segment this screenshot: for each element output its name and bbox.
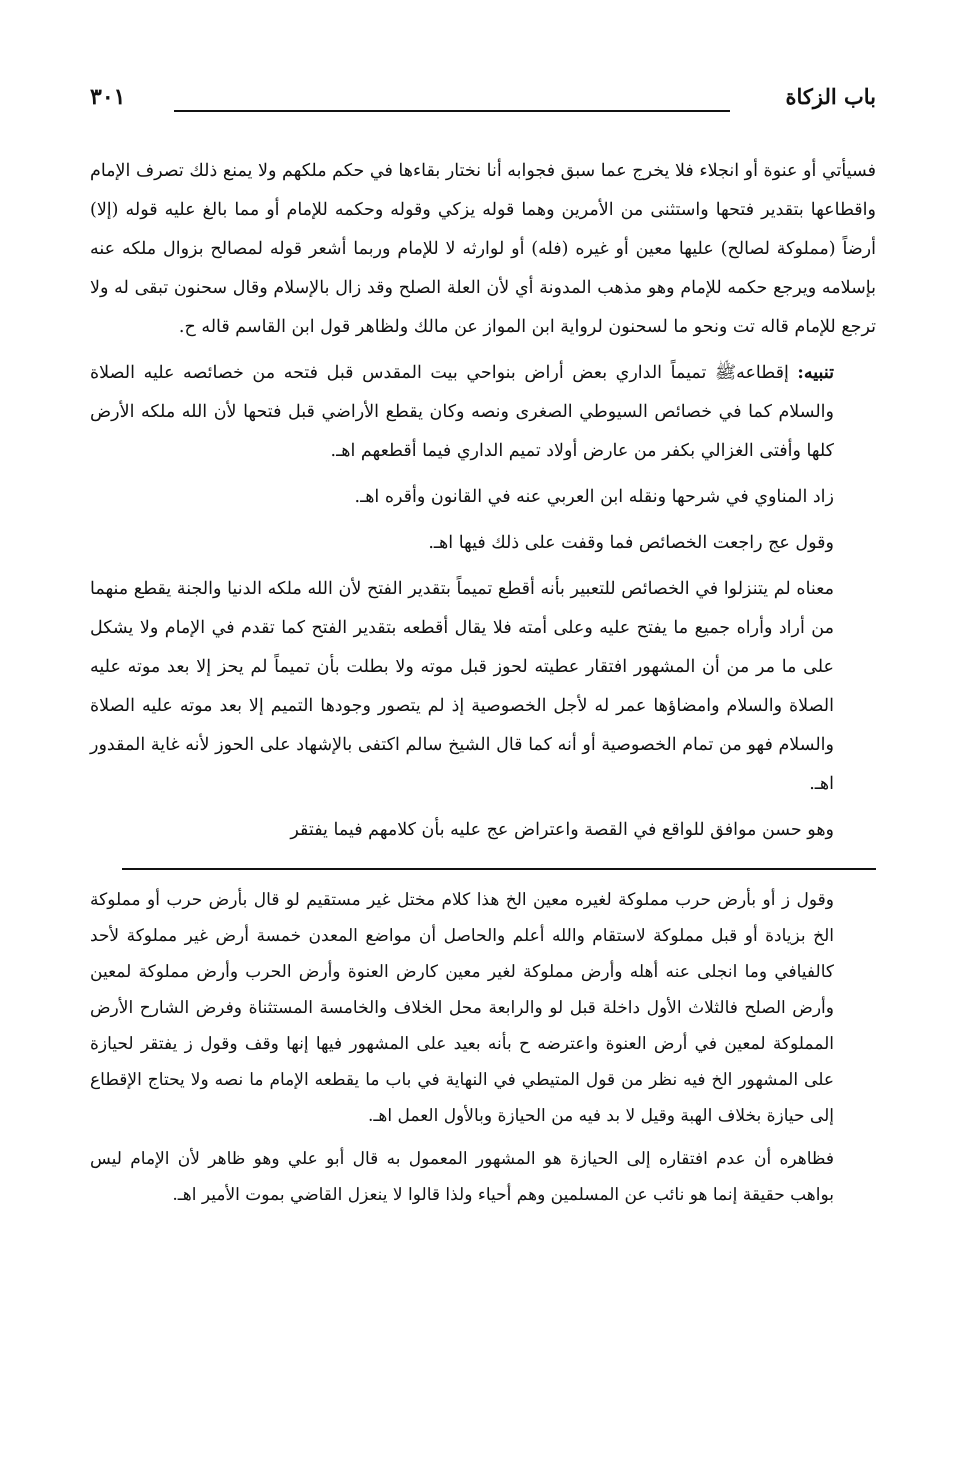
main-paragraph-4-text: وقول عج راجعت الخصائص فما وقفت على ذلك فيها اهـ. <box>428 533 834 553</box>
main-paragraph-5-text: معناه لم يتنزلوا في الخصائص للتعبير بأنه أقطع تميماً بتقدير الفتح لأن الله ملكه الدنيا والجنة يقطع منهما من أراد وأراه جميع ما يفتح عليه وعلى أمته فلا يقال أقطعه بتقدير الفتح كما تقدم في الإمام ولا يشكل على ما مر من أن المشهور افتقار عطيته لحوز قبل موته ولا بطلت بأن تميماً لم يحز إلا بعد موته عليه الصلاة والسلام وامضاؤها عمر له لأجل الخصوصية إذ لم يتصور وجودها التميم إلا بعد موته عليه الصلاة والسلام فهو من تمام الخصوصية أو أنه كما قال الشيخ سالم اكتفى بالإشهاد على الحوز لأنه غاية المقدور اهـ. <box>90 579 834 794</box>
running-header <box>90 70 876 118</box>
footnote-paragraph-1 <box>90 882 876 1134</box>
footnote-gap <box>90 1134 876 1141</box>
notice-label: تنبيه: <box>797 363 834 383</box>
main-paragraph-5 <box>90 570 876 804</box>
paragraph-gap <box>90 804 876 811</box>
paragraph-gap <box>90 347 876 354</box>
page-number: ٣٠١ <box>90 84 126 110</box>
book-page <box>90 70 876 1213</box>
main-paragraph-3 <box>90 478 876 517</box>
main-paragraph-6 <box>90 811 876 850</box>
main-paragraph-4 <box>90 524 876 563</box>
notice-text: إقطاعهﷺ تميماً الداري بعض أراض بنواحي بيت المقدس قبل فتحه من خصائصه عليه الصلاة والسلام كما في خصائص السيوطي الصغرى ونصه وكان يقطع الأراضي قبل فتحها لأن الله ملكه الأرض كلها وأفتى الغزالي بكفر من عارض أولاد تميم الداري فيما أقطعهم اهـ. <box>90 363 834 461</box>
footnote-divider <box>90 850 876 879</box>
main-paragraph-3-text: زاد المناوي في شرحها ونقله ابن العربي عنه في القانون وأقره اهـ. <box>354 487 834 507</box>
footnotes <box>90 882 876 1213</box>
footnote-paragraph-2 <box>90 1141 876 1213</box>
main-paragraph-1 <box>90 152 876 347</box>
header-rule <box>174 110 730 112</box>
chapter-title: باب الزكاة <box>785 84 876 109</box>
paragraph-gap <box>90 517 876 524</box>
paragraph-gap <box>90 563 876 570</box>
main-paragraph-6-text: وهو حسن موافق للواقع في القصة واعتراض عج عليه بأن كلامهم فيما يفتقر <box>290 820 834 840</box>
paragraph-gap <box>90 471 876 478</box>
notice-paragraph <box>90 354 876 471</box>
footnote-paragraph-2-text: فظاهره أن عدم افتقاره إلى الحيازة هو المشهور المعمول به قال أبو علي وهو ظاهر لأن الإمام ليس بواهب حقيقة إنما هو نائب عن المسلمين وهم أحياء ولذا قالوا لا ينعزل القاضي بموت الأمير اهـ. <box>90 1149 834 1205</box>
footnote-paragraph-1-text: وقول ز أو بأرض حرب مملوكة لغيره معين الخ هذا كلام مختل غير مستقيم لو قال بأرض حرب أو مملوكة الخ بزيادة أو قبل مملوكة لاستقام والله أعلم والحاصل أن مواضع المعدن خمسة أرض غير مملوكة لأحد كالفيافي وما انجلى عنه أهله وأرض مملوكة لغير معين كارض العنوة وأرض الحرب وأرض مملوكة لمعين وأرض الصلح فالثلاث الأول داخلة قبل لو والرابعة محل الخلاف والخامسة المستثناة وفرض الشارح الأرض المملوكة لمعين في أرض العنوة واعترضه ح بأنه بعيد على المشهور فيها إنها وقف وقول ز يفتقر لحيازة على المشهور الخ فيه نظر من قول المتيطي في النهاية في باب ما يقطعه الإمام ما نصه ولا يحتاج الإقطاع إلى حيازة بخلاف الهبة وقيل لا بد فيه من الحيازة وبالأول العمل اهـ. <box>90 890 834 1126</box>
main-text <box>90 152 876 850</box>
footnote-divider-line <box>122 868 876 870</box>
main-paragraph-1-text: فسيأتي أو عنوة أو انجلاء فلا يخرج عما سبق فجوابه أنا نختار بقاءها في حكم ملكهم ولا يمنع ذلك تصرف الإمام واقطاعها بتقدير فتحها واستثنى من الأمرين وهما قوله يزكي وقوله وحكمه للإمام أو مما بالغ عليه قوله (إلا) أرضاً (مملوكة لصالح) عليها معين أو غيره (فله) أو لوارثه لا للإمام وربما أشعر قوله لمصالح بزوال ملكه عنه بإسلامه ويرجع حكمه للإمام وهو مذهب المدونة أي لأن العلة الصلح وقد زال بالإسلام وقال سحنون تبقى له ولا ترجع للإمام قاله تت ونحو ما لسحنون لرواية ابن المواز عن مالك ولظاهر قول ابن القاسم قاله ح. <box>90 161 876 337</box>
